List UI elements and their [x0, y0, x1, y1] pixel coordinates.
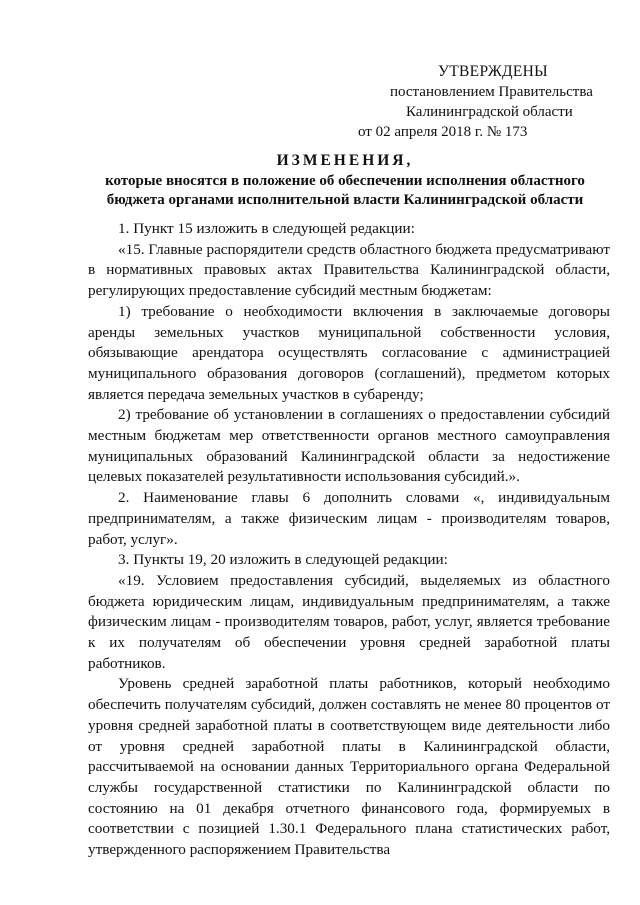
- approval-title: УТВЕРЖДЕНЫ: [438, 63, 548, 80]
- paragraph-item-1: 1. Пункт 15 изложить в следующей редакции:: [118, 220, 415, 237]
- paragraph-clause-19: «19. Условием предоставления субсидий, выделяемых из областного бюджета юридическим лицам, индивидуальным предпринимателям, а также физическим лицам - производителям товаров, работ, услуг, является требование к их получателям об обеспечении уровня средней заработной платы работников.: [88, 571, 610, 672]
- document-subtitle-line-2: бюджета органами исполнительной власти Калининградской области: [106, 192, 584, 208]
- approval-decree: постановлением Правительства: [390, 84, 593, 100]
- paragraph-requirement-2: 2) требование об установлении в соглашениях о предоставлении субсидий местным бюджетам мер ответственности органов местного самоуправления муниципальных образований Калининградской области за недостижение целевых показателей результативности использования субсидий.».: [88, 406, 610, 486]
- paragraph-item-2: 2. Наименование главы 6 дополнить словами «, индивидуальным предпринимателям, а также физическим лицам - производителям товаров, работ, услуг».: [88, 489, 610, 548]
- approval-stamp: [358, 62, 618, 142]
- document-subtitle-line-1: которые вносятся в положение об обеспечении исполнения областного: [105, 173, 585, 189]
- paragraph-salary-level: Уровень средней заработной платы работников, который необходимо обеспечить получателям субсидий, должен составлять не менее 80 процентов от уровня средней заработной платы в соответствующем виде деятельности либо от уровня средней заработной платы в Калининградской области, рассчитываемой на основании данных Территориального органа Федеральной службы государственной статистики по Калининградской области по состоянию на 01 декабря отчетного финансового года, формируемых в соответствии с позицией 1.30.1 Федерального плана статистических работ, утвержденного распоряжением Правительства: [88, 675, 610, 859]
- document-heading: [80, 151, 610, 210]
- approval-region: Калининградской области: [406, 104, 573, 120]
- document-title: ИЗМЕНЕНИЯ,: [276, 152, 414, 169]
- paragraph-item-3: 3. Пункты 19, 20 изложить в следующей редакции:: [118, 551, 448, 569]
- paragraph-requirement-1: 1) требование о необходимости включения в заключаемые договоры аренды земельных участков муниципальной собственности условия, обязывающие арендатора осуществлять согласование с администрацией муниципального образования договоров (соглашений), предметом которых является передача земельных участков в субаренду;: [88, 302, 610, 403]
- paragraph-clause-15: «15. Главные распорядители средств областного бюджета предусматривают в нормативных правовых актах Правительства Калининградской области, регулирующих предоставление субсидий местным бюджетам:: [88, 240, 610, 300]
- approval-date-number: от 02 апреля 2018 г. № 173: [358, 124, 528, 140]
- document-body: [88, 219, 610, 861]
